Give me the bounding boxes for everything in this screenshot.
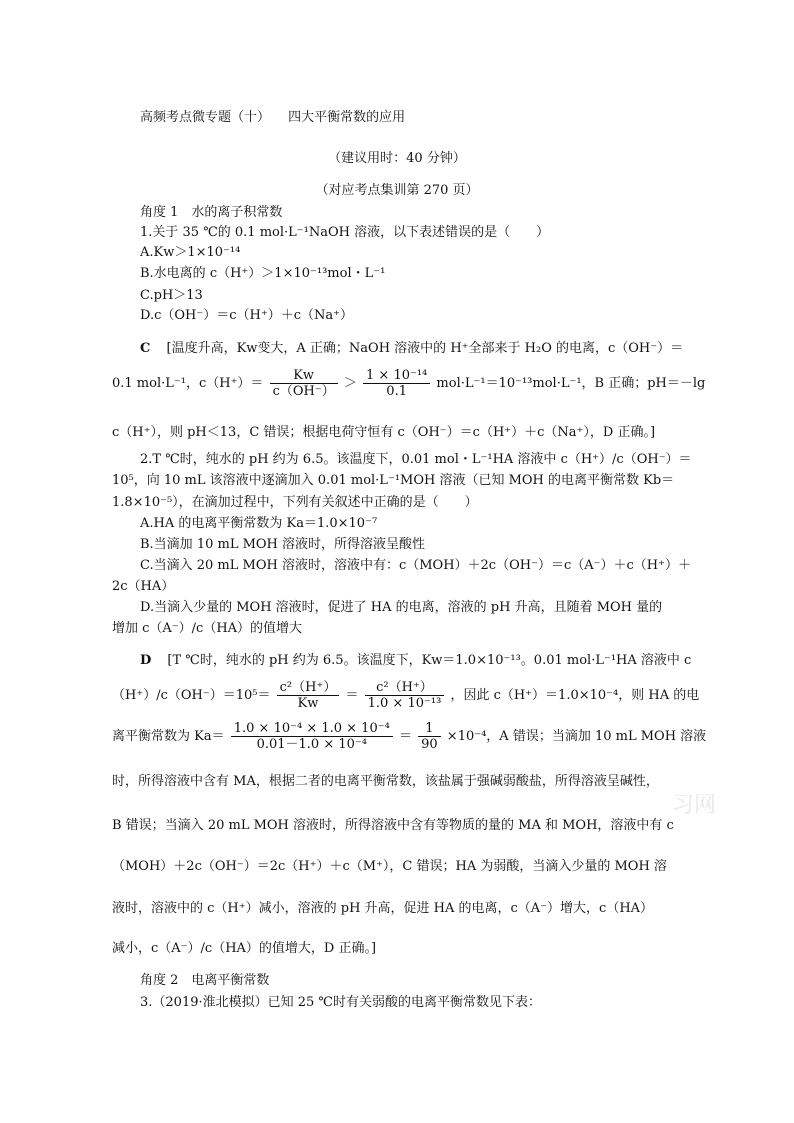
fraction-c2h-over-1e-13: $\frac{\text{c²（H⁺）}}{\text{1.0 × 10⁻¹³}}$ (365, 680, 445, 711)
q2-explanation-line-8: 减小，c（A⁻）/c（HA）的值增大，D 正确。] (112, 941, 377, 956)
q2-option-a: A.HA 的电离平衡常数为 Ka＝1.0×10⁻⁷ (140, 516, 378, 531)
q1-option-a: A.Kw＞1×10⁻¹⁴ (140, 245, 241, 260)
q1-stem: 1.关于 35 ℃的 0.1 mol·L⁻¹NaOH 溶液，以下表述错误的是（ ） (140, 225, 550, 240)
q2-explanation-line-5: B 错误；当滴入 20 mL MOH 溶液时，所得溶液中含有等物质的量的 MA 和 MOH，溶液中有 c (112, 818, 674, 833)
q3-stem: 3.（2019·淮北模拟）已知 25 ℃时有关弱酸的电离平衡常数见下表： (140, 995, 541, 1010)
q2-option-d-line-1: D.当滴入少量的 MOH 溶液时，促进了 HA 的电离，溶液的 pH 升高，且随着 MOH 量的 (140, 600, 663, 615)
fraction-kw-over-oh: $\frac{Kw}{c(OH^-)}$ (270, 368, 338, 399)
reference-note: （对应考点集训第 270 页） (315, 183, 479, 198)
q2-option-b: B.当滴加 10 mL MOH 溶液时，所得溶液呈酸性 (140, 537, 426, 552)
title-sub: 四大平衡常数的应用 (288, 110, 406, 125)
q2-explanation-line-1: D [T ℃时，纯水的 pH 约为 6.5。该温度下，Kw＝1.0×10⁻¹³。0.01 mol·L⁻¹HA 溶液中 c (140, 653, 692, 668)
page-title (140, 110, 405, 126)
q1-explanation-line-1: C [温度升高，Kw变大，A 正确；NaOH 溶液中的 H⁺全部来于 H₂O 的电离，c（OH⁻）＝ (140, 341, 684, 356)
q2-explanation-line-3: 离平衡常数为 Ka＝ $\frac{\text{1.0 × 10⁻⁴ × 1.0 × 10⁻⁴}}{\text{0.01－1.0 × 10⁻⁴}}$ ＝ $\frac{1}{90}$ ×10⁻⁴，A 错误；当滴加 10 mL MOH 溶液 (112, 721, 707, 752)
title-main: 高频考点微专题（十） (140, 110, 271, 125)
q1-option-d: D.c（OH⁻）＝c（H⁺）＋c（Na⁺） (140, 308, 353, 323)
q2-option-d-line-2: 增加 c（A⁻）/c（HA）的值增大 (112, 621, 303, 636)
q2-explanation-line-2: （H⁺）/c（OH⁻）＝10⁵＝ $\frac{\text{c²（H⁺）}}{Kw}$ ＝ $\frac{\text{c²（H⁺）}}{\text{1.0 × 10⁻¹³}}$ ，因此 c（H⁺）＝1.0×10⁻⁴，则 HA 的电 (112, 680, 700, 711)
q2-explanation-line-4: 时，所得溶液中含有 MA，根据二者的电离平衡常数，该盐属于强碱弱酸盐，所得溶液呈碱性， (112, 774, 659, 789)
fraction-c2h-over-kw: $\frac{\text{c²（H⁺）}}{Kw}$ (277, 680, 340, 711)
fraction-1-over-90: $\frac{1}{90}$ (418, 721, 441, 752)
q2-answer-letter: D (140, 653, 152, 668)
q2-stem-line-3: 1.8×10⁻⁵），在滴加过程中，下列有关叙述中正确的是（ ） (112, 495, 478, 510)
q1-option-b: B.水电离的 c（H⁺）＞1×10⁻¹³mol・L⁻¹ (140, 266, 386, 281)
fraction-1e-14-over-0-1: $\frac{\text{1 × 10⁻¹⁴}}{0.1}$ (363, 368, 430, 399)
q1-answer-letter: C (140, 341, 151, 356)
q2-explanation-line-6: （MOH）＋2c（OH⁻）＝2c（H⁺）＋c（M⁺），C 错误；HA 为弱酸，当滴入少量的 MOH 溶 (112, 859, 667, 874)
watermark: 习网 (672, 793, 717, 818)
section-heading-2: 角度 2 电离平衡常数 (140, 973, 270, 988)
q1-explanation-line-2: 0.1 mol·L⁻¹，c（H⁺）＝ $\frac{Kw}{c(OH^-)}$ ＞ $\frac{\text{1 × 10⁻¹⁴}}{0.1}$ mol·L⁻¹＝10⁻¹³mol·L⁻¹，B 正确；pH＝－lg (112, 368, 706, 399)
q1-option-c: C.pH＞13 (140, 288, 203, 303)
section-heading-1: 角度 1 水的离子积常数 (140, 205, 283, 220)
q2-explanation-line-7: 液时，溶液中的 c（H⁺）减小，溶液的 pH 升高，促进 HA 的电离，c（A⁻）增大，c（HA） (112, 901, 654, 916)
fraction-ka-expression: $\frac{\text{1.0 × 10⁻⁴ × 1.0 × 10⁻⁴}}{\text{0.01－1.0 × 10⁻⁴}}$ (231, 721, 393, 752)
q2-option-c-line-1: C.当滴入 20 mL MOH 溶液时，溶液中有：c（MOH）＋2c（OH⁻）＝c（A⁻）＋c（H⁺）＋ (140, 558, 691, 573)
q2-stem-line-2: 10⁵，向 10 mL 该溶液中逐滴加入 0.01 mol·L⁻¹MOH 溶液（已知 MOH 的电离平衡常数 Kb＝ (112, 473, 675, 488)
q2-option-c-line-2: 2c（HA） (112, 579, 175, 594)
q2-stem-line-1: 2.T ℃时，纯水的 pH 约为 6.5。该温度下，0.01 mol・L⁻¹HA 溶液中 c（H⁺）/c（OH⁻）＝ (140, 452, 692, 467)
q1-explanation-line-3: c（H⁺），则 pH＜13，C 错误；根据电荷守恒有 c（OH⁻）＝c（H⁺）＋c（Na⁺），D 正确。] (112, 425, 656, 440)
suggested-time: （建议用时：40 分钟） (328, 151, 466, 166)
